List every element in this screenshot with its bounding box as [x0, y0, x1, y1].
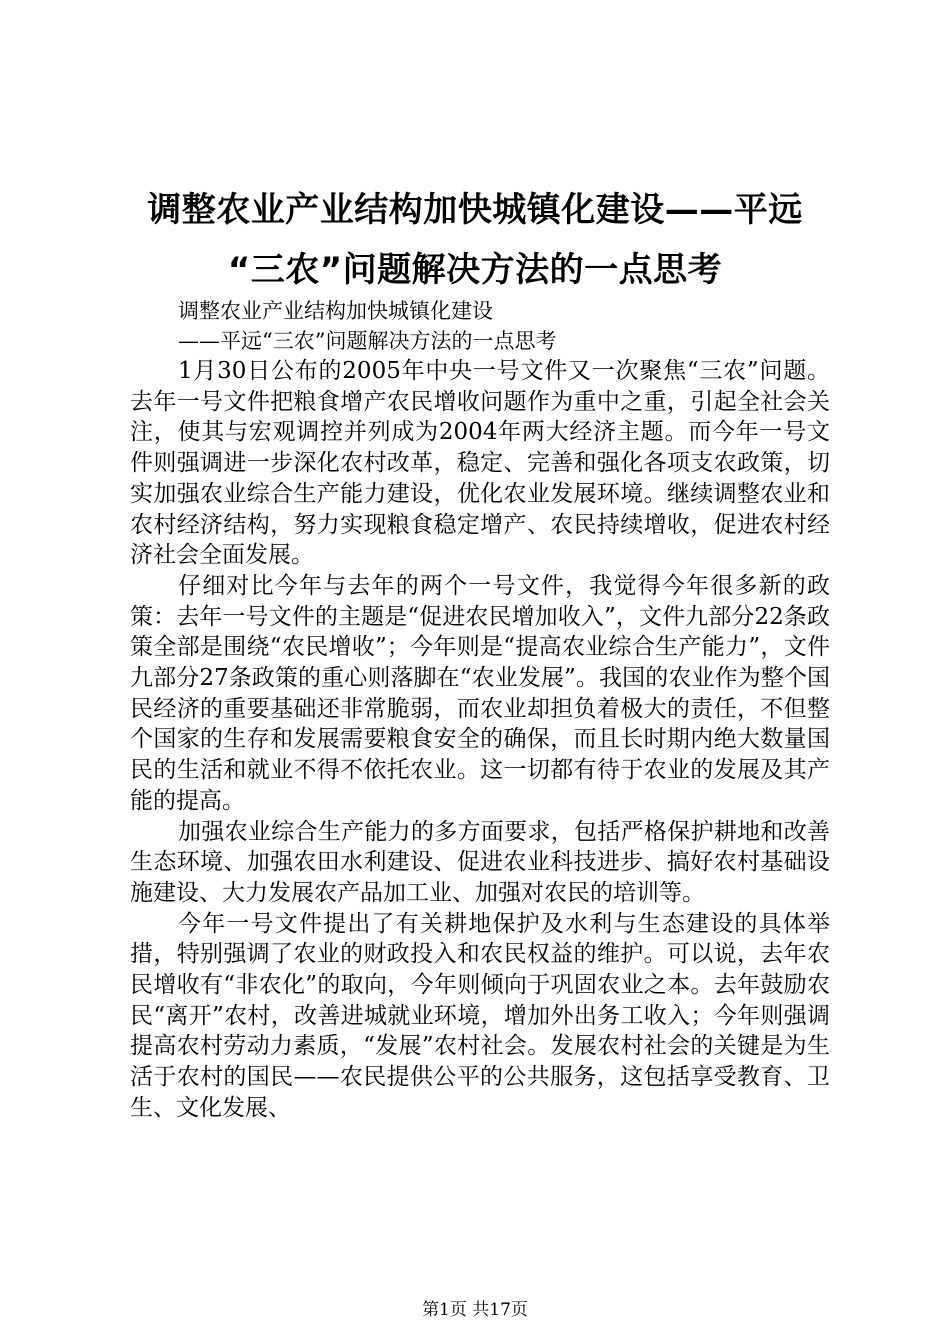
- paragraph: 加强农业综合生产能力的多方面要求，包括严格保护耕地和改善生态环境、加强农田水利建设、促进农业科技进步、搞好农村基础设施建设、大力发展农产品加工业、加强对农民的培训等。: [130, 818, 830, 906]
- document-title-line-2: “三农”问题解决方法的一点思考: [227, 250, 723, 290]
- paragraph: 1月30日公布的2005年中央一号文件又一次聚焦“三农”问题。去年一号文件把粮食增产农民增收问题作为重中之重，引起全社会关注，使其与宏观调控并列成为2004年两大经济主题。而今年一号文件则强调进一步深化农村改革，稳定、完善和强化各项支农政策，切实加强农业综合生产能力建设，优化农业发展环境。继续调整农业和农村经济结构，努力实现粮食稳定增产、农民持续增收，促进农村经济社会全面发展。: [130, 358, 830, 569]
- subheading-main: 调整农业产业结构加快城镇化建设: [178, 299, 493, 323]
- paragraph: 仔细对比今年与去年的两个一号文件，我觉得今年很多新的政策：去年一号文件的主题是“促进农民增加收入”，文件九部分22条政策全部是围绕“农民增收”；今年则是“提高农业综合生产能力”，文件九部分27条政策的重心则落脚在“农业发展”。我国的农业作为整个国民经济的重要基础还非常脆弱，而农业却担负着极大的责任，不但整个国家的生存和发展需要粮食安全的确保，而且长时期内绝大数量国民的生活和就业不得不依托农业。这一切都有待于农业的发展及其产能的提高。: [130, 572, 830, 814]
- subheading-sub: ——平远“三农”问题解决方法的一点思考: [178, 329, 557, 353]
- document-body: [130, 296, 830, 1124]
- paragraph: 今年一号文件提出了有关耕地保护及水利与生态建设的具体举措，特别强调了农业的财政投入和农民权益的维护。可以说，去年农民增收有“非农化”的取向，今年则倾向于巩固农业之本。去年鼓励农民“离开”农村，改善进城就业环境，增加外出务工收入；今年则强调提高农村劳动力素质，“发展”农村社会。发展农村社会的关键是为生活于农村的国民——农民提供公平的公共服务，这包括享受教育、卫生、文化发展、: [130, 910, 830, 1121]
- document-title-line-1: 调整农业产业结构加快城镇化建设——平远: [147, 190, 803, 230]
- page-number-footer: 第1页 共17页: [422, 1300, 528, 1320]
